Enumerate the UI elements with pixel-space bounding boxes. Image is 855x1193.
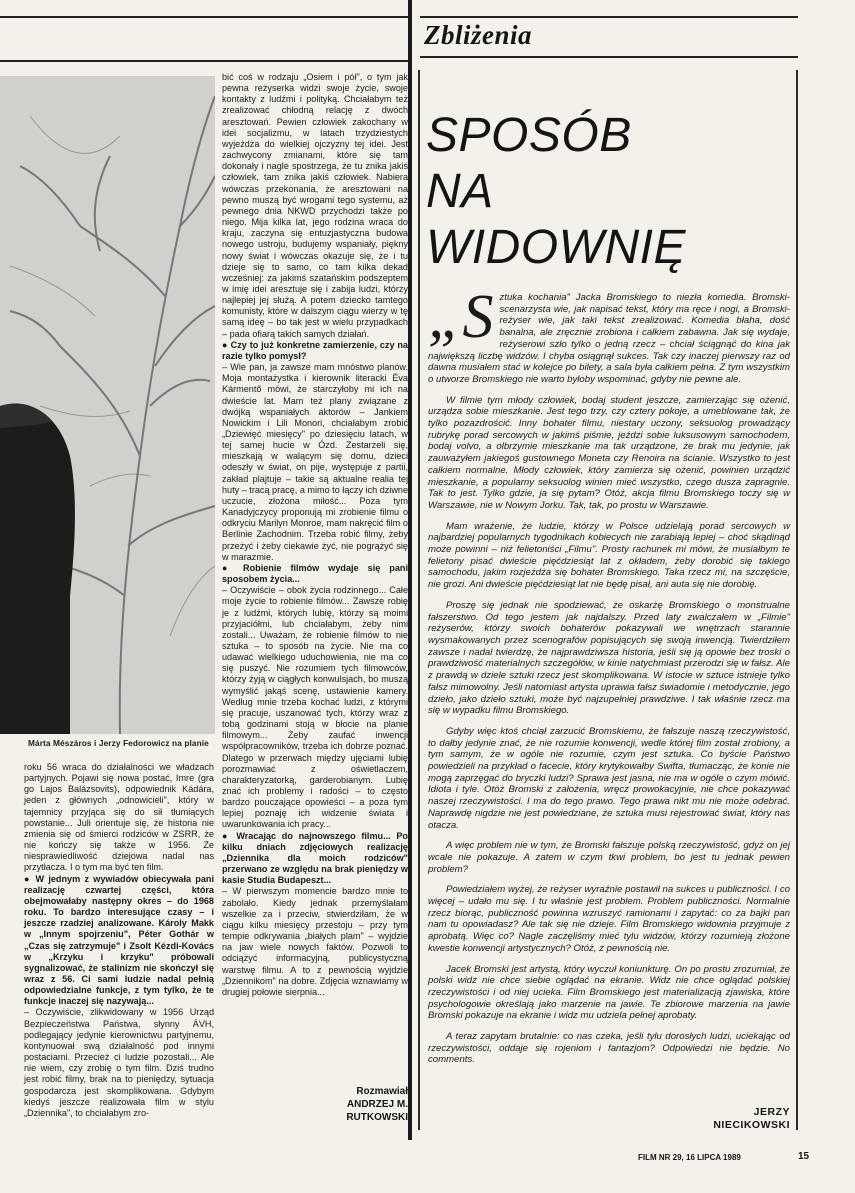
review-paragraph: W filmie tym młody człowiek, bodaj student jeszcze, zamierzając się ożenić, urządza sobie mieszkanie. Jest tego trzy, czy cztery pokoje, a umeblowane tak, że tylko pozazdrościć. Inny bohater filmu, niestary uczony, seksuolog prowadzący rubrykę porad sercowych w jakimś piśmie, jeździ sobie luksusowym samochodem, bodaj volvo, a olbrzymie mieszkanie ma tak urządzone, że brak mu jedynie, jak zauważyłem jakiegoś gustownego Moneta czy Renoira na ścianie. Wszystko to jest całkiem normalne. Młody człowiek, który zamierza się ożenić, powinien urządzić mieszkanie, a popularny seksuolog winien mieć wszystko, czego dusza zapragnie. Tak to jest. Tylko gdzie, ja się pytam? Otóż, akcja filmu Bromskiego toczy się w Warszawie, nie w Nowym Jorku. Tak, tak, po prostu w Warszawie. [428, 394, 790, 511]
signature-line: RUTKOWSKI [346, 1112, 408, 1123]
author-line: NIECIKOWSKI [713, 1119, 790, 1131]
review-lead-text: ztuka kochania" Jacka Bromskiego to niezła komedia. Bromski-scenarzysta wie, jak napisać tekst, który ma ręce i nogi, a Bromski-reżyser wie, jak taki tekst zrealizować. Komedia błaha, dość banalna, ale zręcznie zrobiona i całkiem zabawna. Jak się wydaje, reżyserowi szło tylko o jedną rzecz – chciał ściągnąć do kina jak największą liczbę widzów. I chyba osiągnął sukces. Tak czy inaczej pierwszy raz od dawna musiałem stać w kolejce po bilety, a sala była całkiem pełna. Z tym wszystkim o utworze Bromskiego nie warto byłoby wspominać, gdyby nie pewne ale. [428, 292, 790, 385]
top-rule-left [0, 16, 410, 18]
drop-cap: „S [428, 283, 494, 351]
photo-caption: Márta Mészáros i Jerzy Fedorowicz na planie [28, 738, 209, 748]
review-author [690, 1106, 790, 1132]
interview-paragraph: bić coś w rodzaju „Osiem i pół", o tym jak pewna reżyserka widzi swoje życie, swoje kontakty z ludźmi i polityką. Chciałabym też zrealizować chłodną relację z dwóch aresztowań. Pewien człowiek zakochany w idei socjalizmu, w latach trzydziestych wyjeżdża do wielkiej ojczyzny tej idei. Jest zachwycony zmianami, które się tam dokonały i nagle spostrzega, że tu znika jakiś człowiek, tam znika jakiś człowiek. Nabiera wówczas przekonania, że aresztowani na pewno muszą być wrogami tego systemu, aż pewnego dnia NKWD przychodzi także po niego. Mija kilka lat, jego rodzina wraca do kraju, zaczyna się entuzjastyczna budowa nowego ustroju, budujemy wspaniały, piękny nowy świat i wówczas okazuje się, że i tu dzieje się to samo, co tam kilka dekad wcześniej: za jakimś szatańskim podszeptem w imię idei aresztuje się i zabija ludzi, którzy najlepiej jej służą. A potem dziecko tamtego komunisty, które w dalszym ciągu wierzy w tę samą ideę – bo tak jest w wielu przypadkach – pada ofiarą takich samych działań. [222, 72, 408, 339]
interview-signature [300, 1085, 408, 1124]
interview-question: ● Czy to już konkretne zamierzenie, czy na razie tylko pomysł? [222, 339, 408, 361]
top-rule-right [420, 16, 798, 18]
headline-line: SPOSÓB [426, 109, 632, 162]
interview-paragraph: – Oczywiście, zlikwidowany w 1956 Urząd Bezpieczeństwa Państwa, słynny ÁVH, podlegający jedynie kierownictwu partyjnemu, kontynuował swą działalność pod innymi postaciami. Przecież ci ludzie pozostali... Ale nie wiem, czy zrobię o tym film. Dziś trudno jest robić filmy, brak na to pieniędzy, sytuacja gospodarcza jest skomplikowana. Gdybym kiedyś jeszcze realizowała film w stylu „Dziennika", to chciałabym zro- [24, 1007, 214, 1118]
review-paragraph [428, 283, 790, 386]
review-paragraph: Mam wrażenie, że ludzie, którzy w Polsce udzielają porad sercowych w najbardziej popularnych tygodnikach kobiecych nie zarabiają lepiej – choć skądinąd może powinni – niż felietoniści „Filmu". Prosty rachunek mi mówi, że musiałbym te felietony pisać dwieście pięćdziesiąt lat z okładem, żeby dorobić się takiego samochodu, jakim rozjeżdża się bohater Bromskiego. Taka rzecz mi, na szczęście, nie grozi. Ani dwieście pięćdziesiąt lat nie będę pisał, ani auta się nie dorobię. [428, 520, 790, 591]
review-paragraph: Gdyby więc ktoś chciał zarzucić Bromskiemu, że fałszuje naszą rzeczywistość, to dałby jedynie znać, że nie rozumie konwencji, wedle której film został zrobiony, a tym samym, że w ogóle nie rozumie, czym jest sztuka. Co byście Państwo powiedzieli na przykład o facecie, który krytykowałby Swifta, tłumacząc, że konie nie mogą zaprzęgać do bryczki ludzi? Sprawa jest jasna, nie ma w ogóle o czym mówić. Idiota i tyle. Otóż Bromski z założenia, wręcz prowokacyjnie, nie chce pokazywać naszej rzeczywistości. I ma do tego prawo. Tego prawa nikt mu nie może odebrać. Naprawdę nigdzie nie jest powiedziane, że sztuka musi rejestrować świat, który nas otacza. [428, 725, 790, 831]
interview-paragraph: – Wie pan, ja zawsze mam mnóstwo planów. Moja montażystka i kierownik literacki Éva Kármentő mówi, że starczyłoby mi ich na dwieście lat. Mam też plany związane z dwójką wspaniałych aktorów – Jankiem Nowickim i Lili Monori, chciałabym zrobić „Dziewięć miesięcy" po dziesięciu latach, w tej samej hucie w Ózd. Zestarzeli się, mieszkają w walącym się domu, dzieci odeszły w świat, on pije, występuje z partii, zakład plajtuje – takie są aktualne realia tej huty – tracą pracę, a mimo to łączy ich dziwne uczucie, złożona miłość... Poza tym Kanadyjczycy proponują mi zrobienie filmu o odkryciu Marilyn Monroe, mam nakręcić film o Berlinie Zachodnim. Trzeba robić filmy, żeby przeżyć i żeby ciekawie żyć, nie pogrążyć się w marazmie. [222, 362, 408, 562]
review-paragraph: A teraz zapytam brutalnie: co nas czeka, jeśli tylu dorosłych ludzi, uciekając od rzeczywistości, oddaje się rojeniom i fantazjom? Odpowiedzi nie będzie. No comments. [428, 1031, 790, 1066]
issue-footer: FILM NR 29, 16 LIPCA 1989 [638, 1153, 741, 1162]
interview-column-a [24, 762, 214, 1119]
page-number: 15 [798, 1151, 810, 1162]
review-paragraph: Proszę się jednak nie spodziewać, że oskarżę Bromskiego o monstrualne fałszerstwo. Od tego jestem jak najdalszy. Przed laty zwalczałem w „Filmie" reżyserów, którzy swoich bohaterów pokazywali we wnętrzach starannie wysmakowanych przez scenografów popisujących się swoją inwencją. Twierdziłem zawsze i nadal twierdzę, że najprawdziwsza historia, jeśli się ją opowie bez troski o prawdziwość materialnych szczegółów, w kinie natychmiast przerodzi się w fałsz. Ale z prawdą w dziele sztuki rzecz jest skomplikowana. W istocie w sztuce istnieje tylko fałsz mimowolny. Jeśli natomiast artysta uprawia fałsz świadomie i metodycznie, jego dzieło, jako dzieło sztuki, może być najzupełniej prawdziwe. I tak właśnie rzecz ma się w wypadku filmu Bromskiego. [428, 599, 790, 717]
header-rule-right [420, 56, 798, 58]
column-divider [408, 0, 412, 1140]
signature-line: Rozmawiał [356, 1086, 408, 1097]
interview-column-b [222, 72, 408, 998]
headline-line: WIDOWNIĘ [426, 221, 686, 274]
interview-paragraph: roku 56 wraca do działalności we władzach partyjnych. Pojawi się nowa postać, Imre (gra go Lajos Balázsovits), odpowiednik Kádára, jeden z głównych „odnowicieli", który w tajemnicy przyjąca się do sił tłumiących powstanie... Juli orientuje się, że historia nie zmienia się od śmierci rodziców w ZSRR, że nie kończy się także w 1956. Ze niesprawiedliwość dziejowa nadal nas przytłacza. I o tym ma być ten film. [24, 762, 214, 873]
signature-line: ANDRZEJ M. [346, 1099, 408, 1110]
film-set-photo [0, 76, 215, 734]
interview-paragraph: – Oczywiście – obok życia rodzinnego... Całe moje życie to robienie filmów... Zawsze robię je z ludźmi, których lubię, którzy są moimi przyjaciółmi, lub chciałabym, żeby nimi zostali... Uważam, że robienie filmów to nie sztuka – to sposób na życie. Nie ma co udawać wielkiego uduchowienia, nie ma co się puszyć. Nie rozumiem tych filmowców, którzy żyją w ciągłych konwulsjach, bo muszą wymyślić jakąś scenę, ustawienie kamery. Według mnie trzeba kochać ludzi, z którymi się pracuje, uszanować tych, którzy wraz z tobą godzinami stoją w błocie na planie filmowym... Żeby zaufać inwencji współpracowników, trzeba ich dobrze poznać. Dlatego w przerwach między ujęciami lubię porozmawiać z oświetlaczem, charakteryzatorką, garderobianym. Lubię znać ich problemy i radości – to często bardzo pouczające opowieści – a poza tym lepiej poznaję ich widzenie świata i uwarunkowania ich pracy... [222, 585, 408, 830]
review-frame-right [796, 70, 798, 1130]
review-frame-left [418, 70, 420, 1130]
review-paragraph: A więc problem nie w tym, że Bromski fałszuje polską rzeczywistość, gdyż on jej wcale nie pokazuje. A zatem w czym tkwi problem, bo jest tu jednak pewien problem? [428, 840, 790, 875]
section-title: Zbliżenia [424, 20, 533, 50]
interview-question: ● W jednym z wywiadów obiecywała pani realizację czwartej części, która obejmowałaby następny okres – do 1968 roku. To bardzo interesujące czasy – i jeszcze rzadziej analizowane. Károly Makk w „Innym spojrzeniu", Péter Gothár w „Czas się zatrzymuje" i Zsolt Kézdi-Kovács w „Krzyku i krzyku" próbowali sygnalizować, że stalinizm nie skończył się wraz z 56. Ci sami ludzie nadal pełnią odpowiedzialne funkcje, z tym tylko, że te funkcje inaczej się nazywają... [24, 873, 214, 1007]
review-headline [426, 108, 686, 276]
interview-paragraph: – W pierwszym momencie bardzo mnie to zabolało. Kiedy jednak przemyślałam wszelkie za i przeciw, stwierdziłam, że w ciągu kilku miesięcy przestoju – przy tym tempie odkrywania „białych plam" – wyjdzie na jaw wiele nowych faktów. Pozwoli to odciążyć informacyjną, publicystyczną warstwę filmu. A to z pewnością wyjdzie „Dziennikom" na dobre. Zdjęcia wznawiamy w drugiej połowie sierpnia... [222, 886, 408, 997]
interview-question: ● Wracając do najnowszego filmu... Po kilku dniach zdjęciowych realizację „Dziennika dla moich rodziców" przerwano ze względu na brak pieniędzy w kasie Studia Budapeszt... [222, 830, 408, 886]
review-paragraph: Jacek Bromski jest artystą, który wyczuł koniunkturę. On po prostu zrozumiał, że polski widz nie chce siebie oglądać na ekranie. Widz nie chce oglądać polskiej rzeczywistości i od niej ucieka. Film Bromskiego jest materializacją zjawiska, które psychologowie określają jako marzenie na jawie. Te zbiorowe marzenia na jawie Bromski pokazuje na ekranie i widz mu udziela pełnej aprobaty. [428, 963, 790, 1022]
review-body [428, 283, 790, 1075]
headline-line: NA [426, 165, 494, 218]
author-line: JERZY [753, 1106, 790, 1118]
interview-question: ● Robienie filmów wydaje się pani sposobem życia... [222, 562, 408, 585]
photo-image [0, 76, 215, 734]
review-paragraph: Powiedziałem wyżej, że reżyser wyraźnie postawił na sukces u publiczności. I co więcej – udało mu się. I tu właśnie jest problem. Problem publiczności. Normalnie rzecz biorąc, publiczność powinna wzruszyć ramionami i zapytać: co za bajki pan nam tu opowiadasz? Ale tak się nie dzieje. Film Bromskiego widownia przyjmuje z aprobatą. Więc co? Nagle zaczęliśmy mieć tylu widzów, którzy rozumieją złożone kwestie konwencji artystycznych? Otóż, z pewnością nie. [428, 884, 790, 954]
header-rule-left [0, 60, 410, 62]
